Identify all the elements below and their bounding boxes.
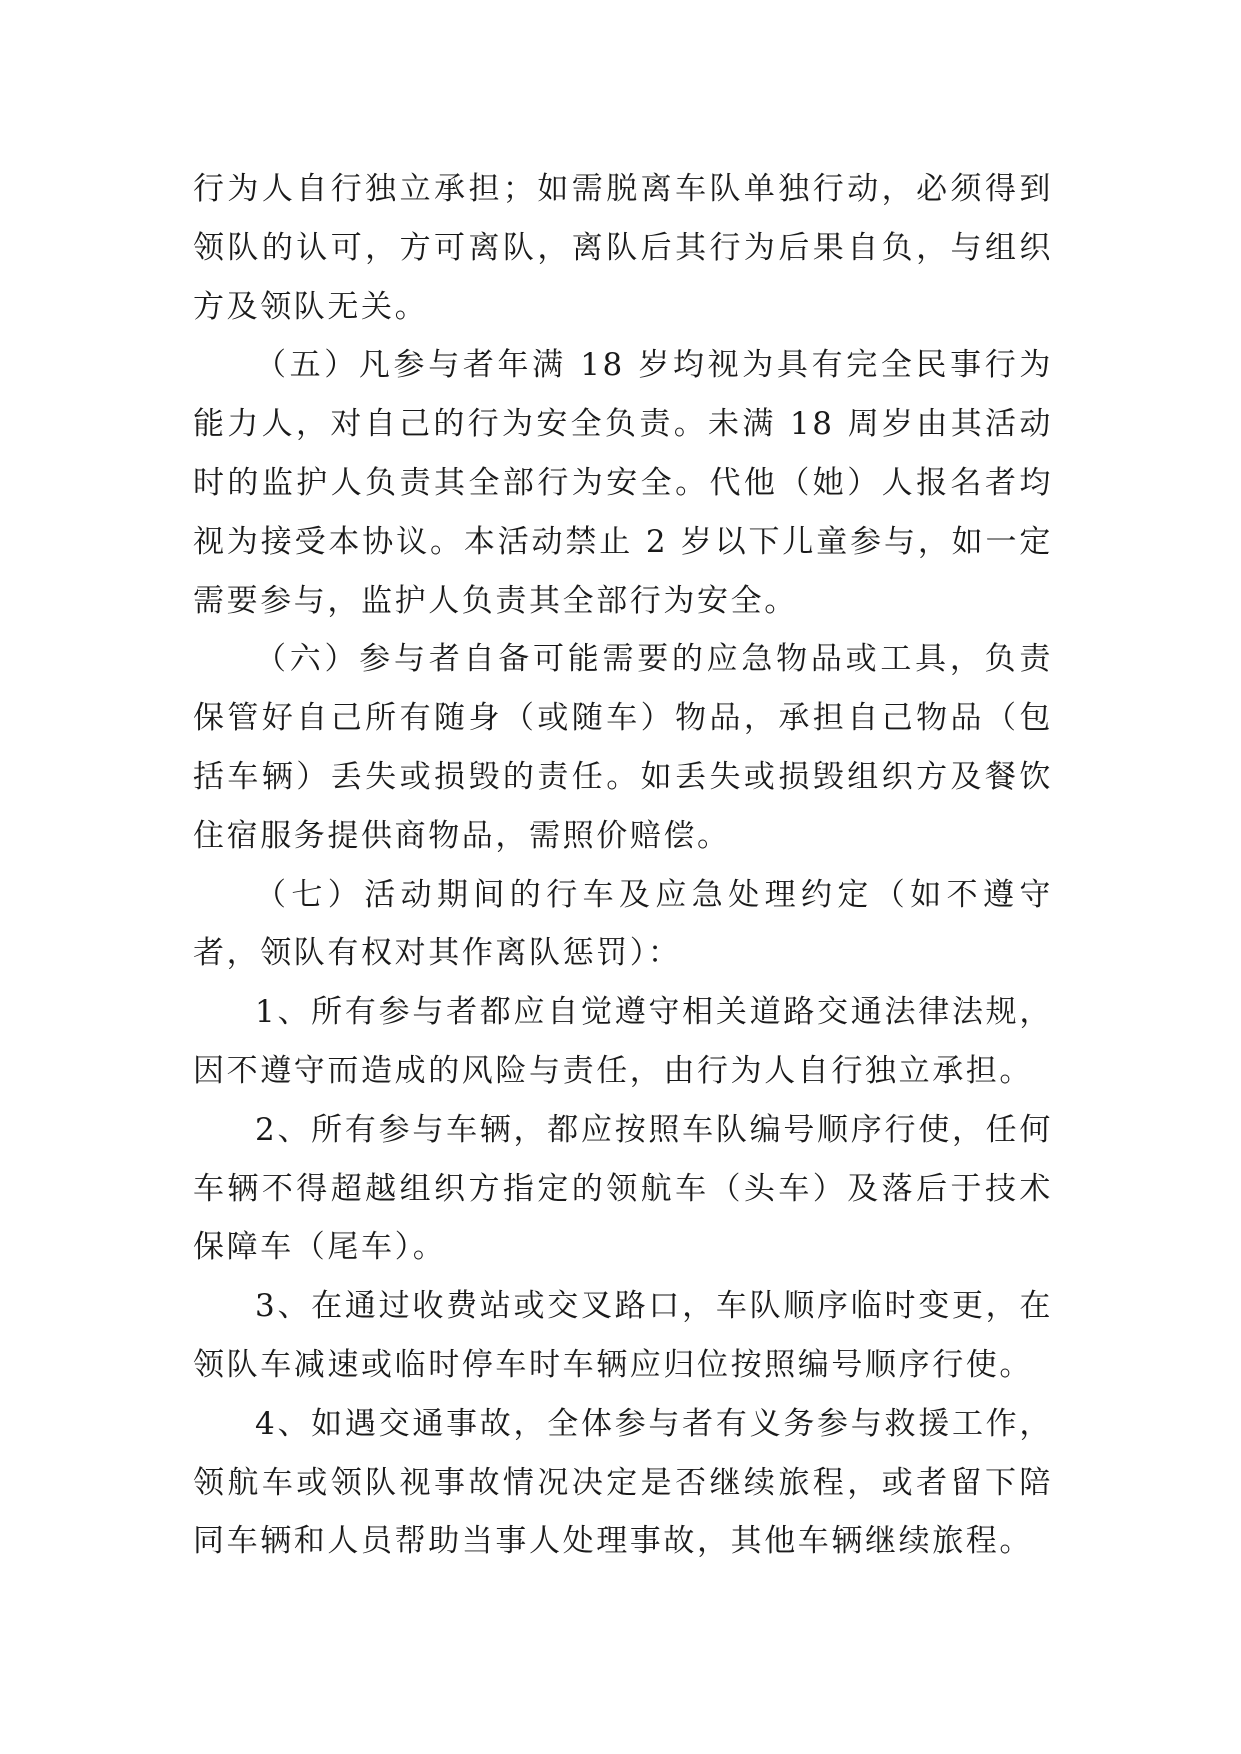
paragraph-rule-4: 4、如遇交通事故，全体参与者有义务参与救援工作，领航车或领队视事故情况决定是否继续旅程，或者留下陪同车辆和人员帮助当事人处理事故，其他车辆继续旅程。 [193,1405,1053,1560]
paragraph-rule-1: 1、所有参与者都应自觉遵守相关道路交通法律法规，因不遵守而造成的风险与责任，由行为人自行独立承担。 [193,994,1053,1089]
paragraph-clause-5: （五）凡参与者年满 18 岁均视为具有完全民事行为能力人，对自己的行为安全负责。未满 18 周岁由其活动时的监护人负责其全部行为安全。代他（她）人报名者均视为接受本协议。本活动禁止 2 岁以下儿童参与，如一定需要参与，监护人负责其全部行为安全。 [193,347,1053,619]
paragraph-continuation: 行为人自行独立承担；如需脱离车队单独行动，必须得到领队的认可，方可离队，离队后其行为后果自负，与组织方及领队无关。 [193,171,1053,325]
paragraph-clause-6: （六）参与者自备可能需要的应急物品或工具，负责保管好自己所有随身（或随车）物品，承担自己物品（包括车辆）丢失或损毁的责任。如丢失或损毁组织方及餐饮住宿服务提供商物品，需照价赔偿。 [193,641,1053,854]
paragraph-rule-2: 2、所有参与车辆，都应按照车队编号顺序行使，任何车辆不得超越组织方指定的领航车（头车）及落后于技术保障车（尾车）。 [193,1111,1053,1266]
paragraph-clause-7: （七）活动期间的行车及应急处理约定（如不遵守者，领队有权对其作离队惩罚）： [193,876,1053,972]
document-body [193,160,1053,1571]
paragraph-rule-3: 3、在通过收费站或交叉路口，车队顺序临时变更，在领队车减速或临时停车时车辆应归位按照编号顺序行使。 [193,1288,1053,1383]
